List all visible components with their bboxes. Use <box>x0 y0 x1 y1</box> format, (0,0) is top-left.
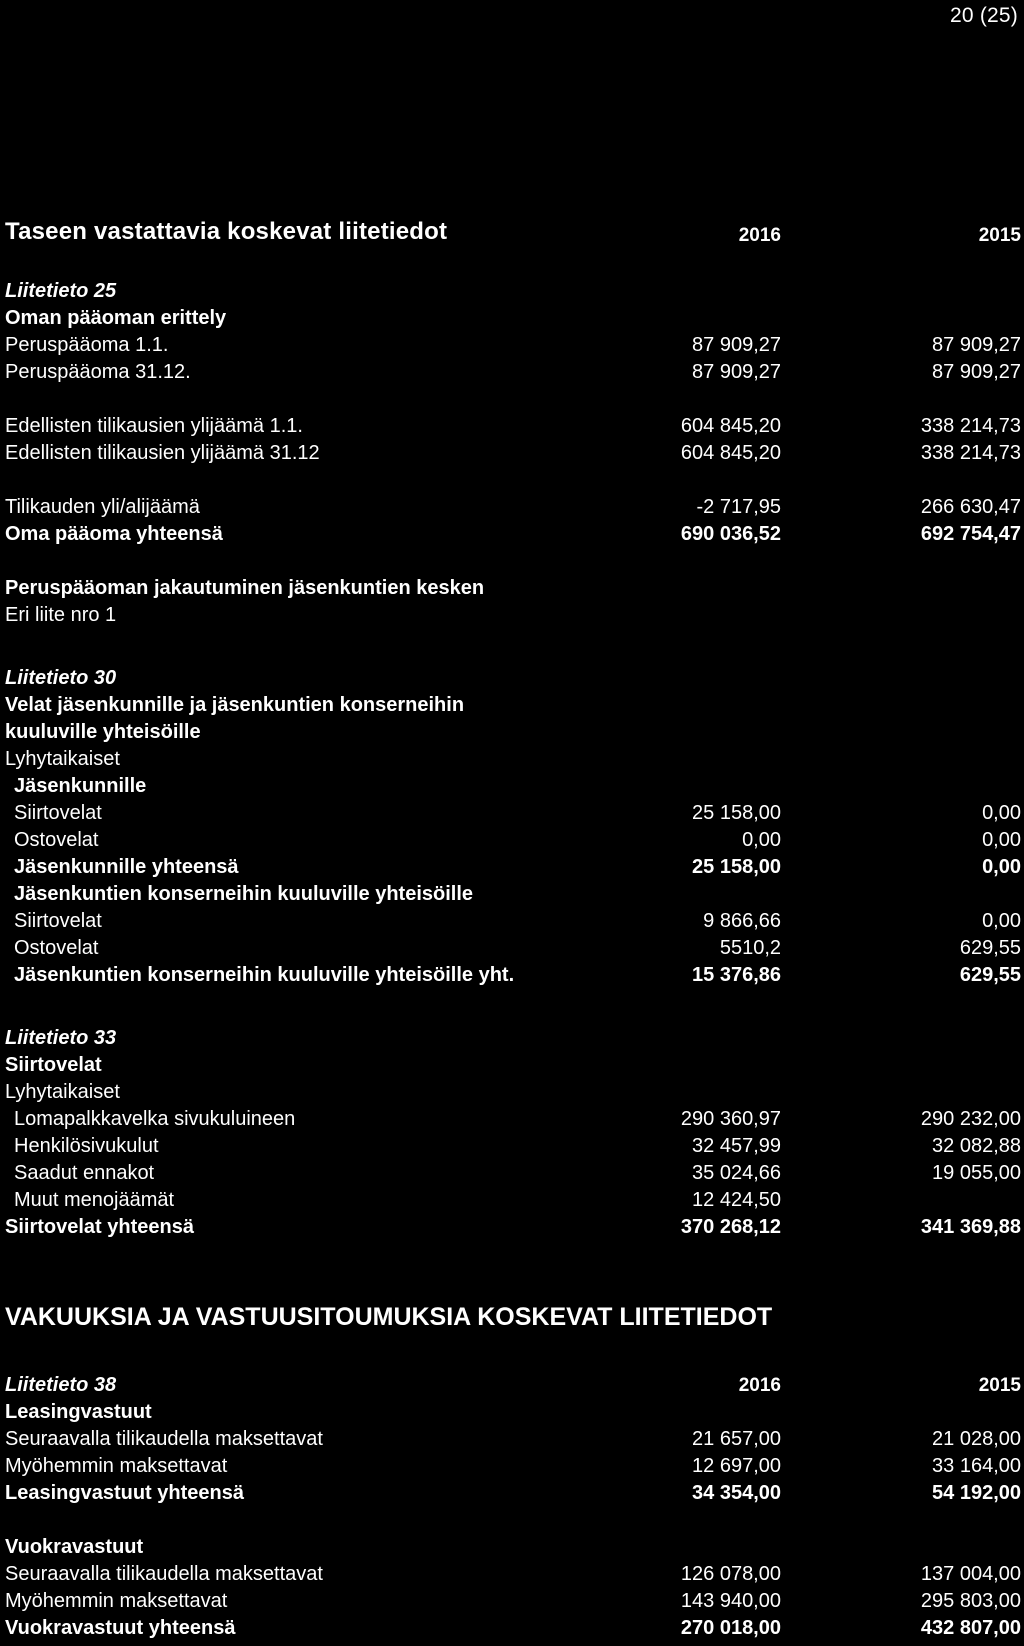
subheading: Lyhytaikaiset <box>5 1081 120 1103</box>
section-subtitle: Peruspääoman jakautuminen jäsenkuntien kesken <box>5 577 485 599</box>
table-row <box>5 1426 1024 1453</box>
liitetieto-label: Liitetieto 30 <box>5 667 117 689</box>
row-label: Siirtovelat yhteensä <box>5 1216 194 1238</box>
value-2016: 25 158,00 <box>692 802 781 824</box>
liitetieto-33-section <box>5 1025 1024 1241</box>
row-label: Seuraavalla tilikaudella maksettavat <box>5 1428 323 1450</box>
value-2015: 295 803,00 <box>920 1590 1021 1612</box>
total-row <box>5 1480 1024 1507</box>
value-2016: 15 376,86 <box>692 964 781 986</box>
table-row <box>5 359 1024 386</box>
value-2015: 137 004,00 <box>920 1563 1021 1585</box>
value-2015: 33 164,00 <box>932 1455 1021 1477</box>
row-label: Myöhemmin maksettavat <box>5 1590 228 1612</box>
value-2015: 338 214,73 <box>920 415 1021 437</box>
year-2015-header: 2015 <box>978 225 1021 246</box>
row-label: Ostovelat <box>14 937 99 959</box>
table-row <box>5 1561 1024 1588</box>
row-label: Peruspääoma 1.1. <box>5 334 169 356</box>
value-2016: 126 078,00 <box>680 1563 781 1585</box>
table-row <box>5 1106 1024 1133</box>
row-label: Leasingvastuut yhteensä <box>5 1482 244 1504</box>
table-row <box>5 1160 1024 1187</box>
value-2015: 629,55 <box>959 964 1021 986</box>
liitetieto-38-section <box>5 1372 1024 1642</box>
value-2016: 32 457,99 <box>692 1135 781 1157</box>
section-title-caps: VAKUUKSIA JA VASTUUSITOUMUKSIA KOSKEVAT LIITETIEDOT <box>5 1303 773 1331</box>
value-2016: 290 360,97 <box>680 1108 781 1130</box>
section-title: Taseen vastattavia koskevat liitetiedot <box>5 218 448 245</box>
row-label: Jäsenkunnille yhteensä <box>14 856 239 878</box>
row-label: Ostovelat <box>14 829 99 851</box>
row-label: Edellisten tilikausien ylijäämä 1.1. <box>5 415 303 437</box>
value-2015: 266 630,47 <box>920 496 1021 518</box>
year-2016-header: 2016 <box>738 1375 781 1396</box>
section-subtitle: Vuokravastuut <box>5 1536 144 1558</box>
value-2015: 19 055,00 <box>932 1162 1021 1184</box>
total-row <box>5 521 1024 548</box>
liitetieto-label: Liitetieto 25 <box>5 280 117 302</box>
value-2015: 0,00 <box>982 829 1021 851</box>
section-subtitle: Siirtovelat <box>5 1054 102 1076</box>
table-row <box>5 494 1024 521</box>
value-2016: 9 866,66 <box>703 910 781 932</box>
value-2015: 0,00 <box>982 856 1021 878</box>
table-row <box>5 1453 1024 1480</box>
table-row <box>5 827 1024 854</box>
value-2016: 12 424,50 <box>692 1189 781 1211</box>
table-row <box>5 908 1024 935</box>
value-2016: 690 036,52 <box>680 523 781 545</box>
value-2015: 32 082,88 <box>932 1135 1021 1157</box>
row-label: Tilikauden yli/alijäämä <box>5 496 200 518</box>
year-2016-header: 2016 <box>738 225 781 246</box>
total-row <box>5 1615 1024 1642</box>
value-2015: 21 028,00 <box>932 1428 1021 1450</box>
table-row <box>5 332 1024 359</box>
value-2015: 290 232,00 <box>920 1108 1021 1130</box>
table-row <box>5 413 1024 440</box>
row-label: Oma pääoma yhteensä <box>5 523 223 545</box>
value-2016: -2 717,95 <box>696 496 781 518</box>
value-2016: 87 909,27 <box>692 334 781 356</box>
row-label: Peruspääoma 31.12. <box>5 361 191 383</box>
table-row <box>5 1187 1024 1214</box>
subheading: Lyhytaikaiset <box>5 748 120 770</box>
value-2015: 0,00 <box>982 802 1021 824</box>
value-2015: 629,55 <box>959 937 1021 959</box>
year-2015-header: 2015 <box>978 1375 1021 1396</box>
liitetieto-label: Liitetieto 38 <box>5 1374 117 1396</box>
row-label: Saadut ennakot <box>14 1162 155 1184</box>
row-label: Henkilösivukulut <box>14 1135 159 1157</box>
row-label: Myöhemmin maksettavat <box>5 1455 228 1477</box>
liitetieto-30-section <box>5 665 1024 989</box>
row-label: Edellisten tilikausien ylijäämä 31.12 <box>5 442 320 464</box>
section-subtitle: Velat jäsenkunnille ja jäsenkuntien konserneihin <box>5 694 465 716</box>
row-label: Siirtovelat <box>14 802 102 824</box>
total-row <box>5 854 1024 881</box>
row-label: Seuraavalla tilikaudella maksettavat <box>5 1563 323 1585</box>
row-label: Muut menojäämät <box>14 1189 175 1211</box>
value-2015: 87 909,27 <box>932 334 1021 356</box>
section-subtitle: kuuluville yhteisöille <box>5 721 201 743</box>
value-2016: 25 158,00 <box>692 856 781 878</box>
value-2016: 21 657,00 <box>692 1428 781 1450</box>
row-label: Lomapalkkavelka sivukuluineen <box>14 1108 296 1130</box>
table-row <box>5 800 1024 827</box>
total-row <box>5 1214 1024 1241</box>
section-subtitle: Oman pääoman erittely <box>5 307 227 329</box>
table-row <box>5 935 1024 962</box>
value-2016: 0,00 <box>742 829 781 851</box>
page-number: 20 (25) <box>950 4 1018 27</box>
value-2016: 87 909,27 <box>692 361 781 383</box>
group-title: Jäsenkuntien konserneihin kuuluville yhteisöille <box>14 883 474 905</box>
value-2016: 5510,2 <box>719 937 781 959</box>
row-label: Vuokravastuut yhteensä <box>5 1617 236 1639</box>
value-2015: 338 214,73 <box>920 442 1021 464</box>
total-row <box>5 962 1024 989</box>
value-2015: 54 192,00 <box>932 1482 1021 1504</box>
value-2015: 0,00 <box>982 910 1021 932</box>
table-row <box>5 1588 1024 1615</box>
liitetieto-header-row <box>5 1372 1024 1399</box>
liitetieto-label: Liitetieto 33 <box>5 1027 117 1049</box>
value-2015: 341 369,88 <box>920 1216 1021 1238</box>
table-row <box>5 440 1024 467</box>
group-title: Jäsenkunnille <box>14 775 147 797</box>
value-2016: 34 354,00 <box>692 1482 781 1504</box>
value-2015: 692 754,47 <box>920 523 1021 545</box>
table-row <box>5 1133 1024 1160</box>
liitetieto-25-section <box>5 278 1024 629</box>
value-2016: 270 018,00 <box>680 1617 781 1639</box>
row-label: Jäsenkuntien konserneihin kuuluville yhteisöille yht. <box>14 964 515 986</box>
value-2016: 143 940,00 <box>680 1590 781 1612</box>
value-2016: 604 845,20 <box>680 415 781 437</box>
note-text: Eri liite nro 1 <box>5 604 117 626</box>
value-2016: 604 845,20 <box>680 442 781 464</box>
value-2016: 35 024,66 <box>692 1162 781 1184</box>
row-label: Siirtovelat <box>14 910 102 932</box>
section-subtitle: Leasingvastuut <box>5 1401 152 1423</box>
value-2015: 432 807,00 <box>920 1617 1021 1639</box>
value-2016: 370 268,12 <box>680 1216 781 1238</box>
value-2015: 87 909,27 <box>932 361 1021 383</box>
value-2016: 12 697,00 <box>692 1455 781 1477</box>
